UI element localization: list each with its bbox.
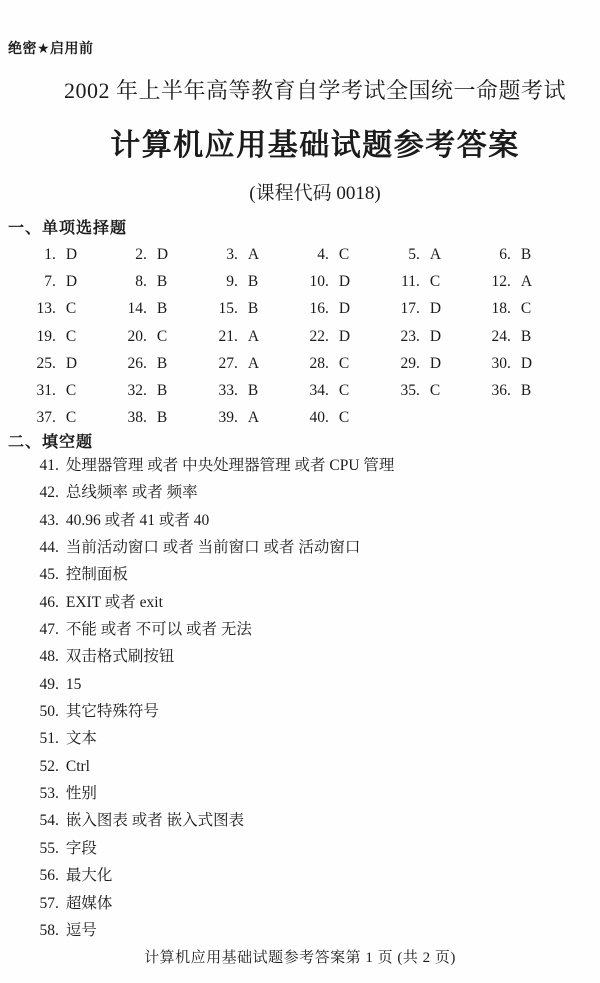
fill-answer [32, 780, 590, 807]
question-number: 41 [39, 457, 55, 474]
choice-answer [28, 323, 119, 350]
answer-letter: B [156, 381, 168, 399]
question-dot: . [416, 354, 420, 372]
question-dot: . [416, 381, 420, 399]
question-number: 6 [499, 246, 507, 263]
answer-letter: C [429, 273, 441, 291]
fill-answer [32, 917, 590, 944]
question-dot: . [55, 539, 59, 557]
answer-letter: A [247, 409, 260, 427]
answer-letter: B [520, 327, 532, 345]
question-number: 12 [491, 273, 507, 291]
question-dot: . [55, 675, 59, 693]
answer-letter: D [65, 273, 78, 291]
choice-answer [392, 268, 483, 295]
question-number: 22 [309, 327, 325, 345]
question-dot: . [55, 785, 59, 803]
choice-answer [392, 323, 483, 350]
fill-answer [32, 507, 590, 534]
question-number: 48 [39, 648, 55, 666]
choice-answer [119, 241, 210, 268]
answer-letter: C [338, 381, 350, 399]
question-dot: . [55, 812, 59, 830]
question-number: 16 [309, 300, 325, 318]
question-number: 39 [218, 409, 234, 427]
answer-text: 控制面板 [65, 566, 128, 584]
choice-answer [119, 350, 210, 377]
question-number: 50 [39, 703, 55, 721]
fill-answer [32, 835, 590, 862]
question-dot: . [416, 246, 420, 263]
choice-answer [28, 404, 119, 431]
question-dot: . [55, 921, 59, 939]
question-dot: . [55, 648, 59, 666]
question-number: 56 [39, 867, 55, 885]
fill-answer [32, 725, 590, 752]
answer-text: 性别 [65, 785, 97, 803]
question-dot: . [143, 327, 147, 345]
question-number: 1 [44, 246, 52, 263]
choice-answer [392, 377, 483, 404]
question-number: 13 [36, 300, 52, 318]
question-dot: . [55, 621, 59, 639]
question-number: 8 [135, 273, 143, 291]
choice-answer [483, 295, 574, 322]
choice-answer [28, 241, 119, 268]
answer-letter: C [338, 409, 350, 427]
answer-letter: C [520, 300, 532, 318]
fill-answer [32, 561, 590, 588]
exam-session-title: 2002 年上半年高等教育自学考试全国统一命题考试 [63, 78, 566, 103]
question-dot: . [234, 300, 238, 318]
answer-text: 当前活动窗口 或者 当前窗口 或者 活动窗口 [65, 539, 361, 557]
choice-answer [483, 241, 574, 268]
fill-answer [32, 671, 590, 698]
answer-letter: C [338, 246, 350, 263]
answer-text: 处理器管理 或者 中央处理器管理 或者 CPU 管理 [65, 457, 395, 474]
question-number: 3 [226, 246, 234, 263]
question-dot: . [55, 703, 59, 721]
answer-letter: C [65, 300, 77, 318]
question-number: 4 [317, 246, 325, 263]
question-number: 42 [39, 484, 55, 502]
question-dot: . [55, 894, 59, 912]
page-footer: 计算机应用基础试题参考答案第 1 页 (共 2 页) [144, 950, 456, 966]
question-number: 51 [39, 730, 55, 748]
fill-answer [32, 479, 590, 506]
choice-answer [28, 350, 119, 377]
answer-letter: C [156, 327, 168, 345]
question-number: 9 [226, 273, 234, 291]
question-dot: . [507, 354, 511, 372]
question-dot: . [234, 409, 238, 427]
answer-text: EXIT 或者 exit [65, 593, 163, 611]
choice-answer [483, 350, 574, 377]
question-dot: . [507, 300, 511, 318]
question-dot: . [325, 246, 329, 263]
course-code: (课程代码 0018) [249, 183, 381, 204]
question-number: 7 [44, 273, 52, 291]
question-number: 46 [39, 593, 55, 611]
choice-answer [301, 377, 392, 404]
answer-letter: D [338, 327, 351, 345]
answer-letter: D [429, 354, 442, 372]
answer-letter: A [429, 246, 442, 263]
question-dot: . [52, 300, 56, 318]
choice-answer [392, 295, 483, 322]
answer-letter: D [338, 300, 351, 318]
multiple-choice-answer-grid [28, 241, 574, 431]
fill-answer [32, 589, 590, 616]
question-number: 52 [39, 757, 55, 775]
question-dot: . [234, 354, 238, 372]
question-number: 18 [491, 300, 507, 318]
answer-letter: C [65, 327, 77, 345]
answer-text: Ctrl [65, 757, 90, 775]
choice-answer [119, 268, 210, 295]
question-dot: . [55, 757, 59, 775]
answer-letter: A [247, 354, 260, 372]
question-number: 49 [39, 675, 55, 693]
answer-letter: B [247, 273, 259, 291]
choice-answer [28, 377, 119, 404]
choice-answer [301, 295, 392, 322]
answer-letter: D [429, 300, 442, 318]
fill-answer [32, 616, 590, 643]
answer-letter: C [65, 409, 77, 427]
question-number: 37 [36, 409, 52, 427]
question-dot: . [416, 327, 420, 345]
question-number: 43 [39, 511, 55, 529]
answer-text: 嵌入图表 或者 嵌入式图表 [65, 812, 245, 830]
question-number: 35 [400, 381, 416, 399]
question-number: 27 [218, 354, 234, 372]
answer-text: 超媒体 [65, 894, 113, 912]
choice-answer [210, 241, 301, 268]
question-dot: . [234, 246, 238, 263]
answer-text: 不能 或者 不可以 或者 无法 [65, 621, 252, 639]
answer-letter: C [338, 354, 350, 372]
answer-letter: B [156, 273, 168, 291]
question-number: 29 [400, 354, 416, 372]
choice-answer [392, 350, 483, 377]
fill-in-answer-list [32, 452, 590, 944]
question-dot: . [234, 327, 238, 345]
question-number: 5 [408, 246, 416, 263]
question-dot: . [234, 273, 238, 291]
question-number: 44 [39, 539, 55, 557]
answer-letter: B [520, 246, 532, 263]
question-number: 45 [39, 566, 55, 584]
question-dot: . [52, 381, 56, 399]
answer-text: 40.96 或者 41 或者 40 [65, 511, 210, 529]
answer-letter: D [429, 327, 442, 345]
choice-answer [483, 323, 574, 350]
fill-answer [32, 753, 590, 780]
question-dot: . [507, 327, 511, 345]
answer-letter: C [65, 381, 77, 399]
question-dot: . [52, 273, 56, 291]
question-dot: . [143, 246, 147, 263]
question-number: 10 [309, 273, 325, 291]
choice-answer [301, 323, 392, 350]
choice-answer [392, 241, 483, 268]
answer-text: 总线频率 或者 频率 [65, 484, 198, 502]
answer-letter: D [65, 354, 78, 372]
choice-answer [28, 295, 119, 322]
question-dot: . [507, 273, 511, 291]
section-heading-fill-in: 二、填空题 [8, 434, 94, 451]
choice-answer [301, 350, 392, 377]
choice-answer [210, 377, 301, 404]
question-number: 2 [135, 246, 143, 263]
question-dot: . [52, 409, 56, 427]
choice-answer [210, 404, 301, 431]
answer-letter: B [156, 354, 168, 372]
answer-letter: B [156, 300, 168, 318]
question-dot: . [416, 273, 420, 291]
question-number: 24 [491, 327, 507, 345]
question-number: 53 [39, 785, 55, 803]
answer-text: 文本 [65, 730, 97, 748]
question-dot: . [55, 566, 59, 584]
question-number: 47 [39, 621, 55, 639]
choice-answer [210, 350, 301, 377]
question-dot: . [143, 273, 147, 291]
fill-answer [32, 698, 590, 725]
question-dot: . [55, 730, 59, 748]
choice-answer [483, 377, 574, 404]
section-heading-multiple-choice: 一、单项选择题 [8, 220, 128, 237]
choice-answer [210, 295, 301, 322]
question-number: 31 [36, 381, 52, 399]
question-number: 11 [401, 273, 416, 291]
fill-answer [32, 862, 590, 889]
question-dot: . [325, 354, 329, 372]
choice-answer [119, 404, 210, 431]
answer-letter: A [247, 246, 260, 263]
answer-letter: D [520, 354, 533, 372]
fill-answer [32, 890, 590, 917]
choice-answer [301, 241, 392, 268]
question-dot: . [52, 354, 56, 372]
choice-answer [119, 377, 210, 404]
question-dot: . [55, 593, 59, 611]
choice-answer [119, 323, 210, 350]
question-number: 17 [400, 300, 416, 318]
question-dot: . [55, 839, 59, 857]
question-number: 34 [309, 381, 325, 399]
classification-banner: 绝密★启用前 [8, 40, 94, 56]
question-number: 33 [218, 381, 234, 399]
answer-text: 15 [65, 675, 82, 693]
choice-answer [301, 268, 392, 295]
question-number: 38 [127, 409, 143, 427]
answer-text: 双击格式刷按钮 [65, 648, 175, 666]
question-dot: . [325, 409, 329, 427]
question-dot: . [325, 381, 329, 399]
fill-answer [32, 534, 590, 561]
question-number: 26 [127, 354, 143, 372]
fill-answer [32, 643, 590, 670]
question-number: 25 [36, 354, 52, 372]
question-dot: . [55, 484, 59, 502]
question-dot: . [143, 409, 147, 427]
choice-answer [28, 268, 119, 295]
answer-letter: B [520, 381, 532, 399]
choice-answer [210, 268, 301, 295]
question-number: 28 [309, 354, 325, 372]
question-dot: . [325, 300, 329, 318]
question-dot: . [325, 273, 329, 291]
question-dot: . [507, 381, 511, 399]
question-dot: . [416, 300, 420, 318]
answer-letter: A [247, 327, 260, 345]
question-number: 55 [39, 839, 55, 857]
question-number: 58 [39, 921, 55, 939]
question-number: 14 [127, 300, 143, 318]
question-number: 23 [400, 327, 416, 345]
question-dot: . [55, 511, 59, 529]
question-dot: . [55, 867, 59, 885]
question-number: 32 [127, 381, 143, 399]
question-number: 30 [491, 354, 507, 372]
question-number: 15 [218, 300, 234, 318]
question-dot: . [55, 457, 59, 474]
choice-answer [210, 323, 301, 350]
choice-answer [119, 295, 210, 322]
question-dot: . [234, 381, 238, 399]
question-number: 54 [39, 812, 55, 830]
question-dot: . [143, 381, 147, 399]
question-number: 40 [309, 409, 325, 427]
answer-letter: B [247, 300, 259, 318]
choice-answer [301, 404, 392, 431]
fill-answer [32, 452, 590, 479]
answer-letter: C [429, 381, 441, 399]
page-title: 计算机应用基础试题参考答案 [110, 129, 520, 162]
question-dot: . [507, 246, 511, 263]
choice-answer [483, 268, 574, 295]
answer-letter: D [338, 273, 351, 291]
answer-letter: D [65, 246, 78, 263]
question-number: 36 [491, 381, 507, 399]
answer-letter: B [247, 381, 259, 399]
question-number: 20 [127, 327, 143, 345]
fill-answer [32, 807, 590, 834]
answer-letter: B [156, 409, 168, 427]
question-dot: . [143, 354, 147, 372]
question-number: 19 [36, 327, 52, 345]
answer-letter: A [520, 273, 533, 291]
answer-text: 其它特殊符号 [65, 703, 159, 721]
question-dot: . [52, 246, 56, 263]
question-number: 57 [39, 894, 55, 912]
question-number: 21 [218, 327, 234, 345]
answer-text: 最大化 [65, 867, 113, 885]
question-dot: . [143, 300, 147, 318]
question-dot: . [52, 327, 56, 345]
answer-letter: D [156, 246, 169, 263]
answer-text: 逗号 [65, 921, 97, 939]
answer-text: 字段 [65, 839, 97, 857]
question-dot: . [325, 327, 329, 345]
